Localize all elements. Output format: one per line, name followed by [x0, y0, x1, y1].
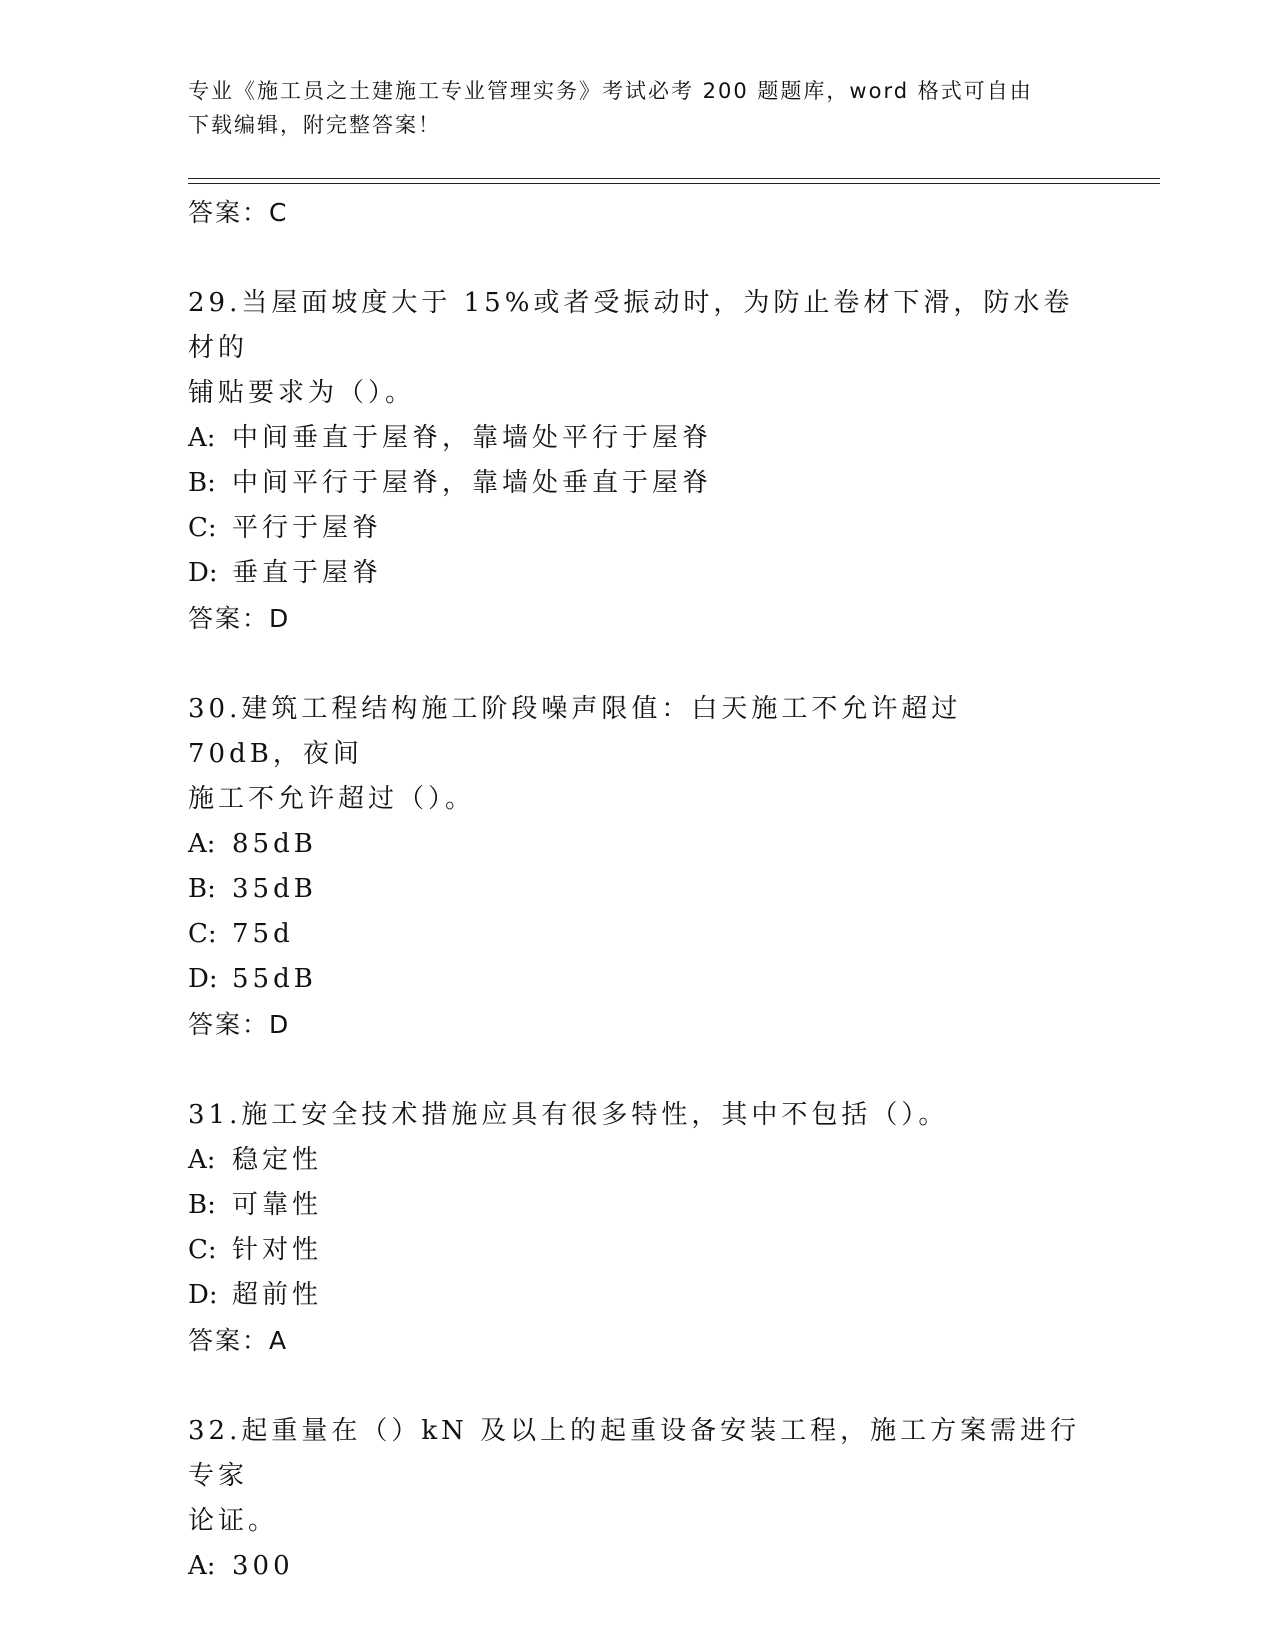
option-a: [188, 416, 1088, 461]
option-b: [188, 867, 1088, 912]
option-letter: D:: [188, 558, 218, 588]
option-letter: C:: [188, 1235, 217, 1265]
option-text: 平行于屋脊: [232, 513, 383, 543]
option-d: [188, 1273, 1088, 1318]
option-b: [188, 1183, 1088, 1228]
answer-line: 答案：A: [188, 1326, 289, 1355]
option-c: [188, 1228, 1088, 1273]
spacer: [188, 642, 1088, 687]
option-c: [188, 912, 1088, 957]
option-a: [188, 822, 1088, 867]
option-c: [188, 506, 1088, 551]
question-text: 29.当屋面坡度大于 15%或者受振动时，为防止卷材下滑，防水卷材的: [188, 288, 1074, 363]
option-a: [188, 1544, 1088, 1589]
answer-line: 答案：D: [188, 1010, 291, 1039]
option-b: [188, 461, 1088, 506]
question-text-cont: 论证。: [188, 1506, 279, 1536]
option-text: 75d: [232, 919, 294, 949]
answer-line: 答案：C: [188, 198, 289, 227]
option-text: 可靠性: [232, 1190, 323, 1220]
option-d: [188, 551, 1088, 596]
question-text: 31.施工安全技术措施应具有很多特性，其中不包括（）。: [188, 1100, 949, 1130]
question-text-cont: 施工不允许超过（）。: [188, 784, 476, 814]
header-line-2: 下载编辑，附完整答案！: [188, 113, 441, 137]
spacer: [188, 1048, 1088, 1093]
option-text: 针对性: [232, 1235, 323, 1265]
option-letter: A:: [188, 829, 216, 859]
document-body: [188, 190, 1088, 1589]
question-block: [188, 687, 1088, 1048]
page-header: [188, 74, 1088, 142]
question-text: 32.起重量在（）kN 及以上的起重设备安装工程，施工方案需进行专家: [188, 1416, 1081, 1491]
option-letter: A:: [188, 423, 216, 453]
header-line-1: 专业《施工员之土建施工专业管理实务》考试必考 200 题题库，word 格式可自由: [188, 79, 1033, 103]
option-a: [188, 1138, 1088, 1183]
option-letter: B:: [188, 1190, 216, 1220]
option-text: 垂直于屋脊: [232, 558, 383, 588]
option-text: 35dB: [232, 874, 317, 904]
option-text: 55dB: [232, 964, 317, 994]
option-letter: C:: [188, 513, 217, 543]
option-letter: D:: [188, 964, 218, 994]
option-letter: A:: [188, 1551, 216, 1581]
option-text: 中间平行于屋脊，靠墙处垂直于屋脊: [232, 468, 713, 498]
question-text: 30.建筑工程结构施工阶段噪声限值：白天施工不允许超过 70dB，夜间: [188, 694, 962, 769]
option-letter: A:: [188, 1145, 216, 1175]
question-block: [188, 281, 1088, 642]
spacer: [188, 236, 1088, 281]
option-text: 300: [232, 1551, 294, 1581]
question-text-cont: 铺贴要求为（）。: [188, 378, 416, 408]
header-divider: [188, 178, 1160, 184]
option-letter: B:: [188, 874, 216, 904]
option-text: 稳定性: [232, 1145, 323, 1175]
question-block: [188, 1093, 1088, 1364]
answer-line: 答案：D: [188, 604, 291, 633]
spacer: [188, 1364, 1088, 1409]
option-text: 超前性: [232, 1280, 323, 1310]
option-letter: D:: [188, 1280, 218, 1310]
option-letter: B:: [188, 468, 216, 498]
option-text: 中间垂直于屋脊，靠墙处平行于屋脊: [232, 423, 713, 453]
question-block: [188, 1409, 1088, 1589]
option-text: 85dB: [232, 829, 317, 859]
option-letter: C:: [188, 919, 217, 949]
option-d: [188, 957, 1088, 1002]
